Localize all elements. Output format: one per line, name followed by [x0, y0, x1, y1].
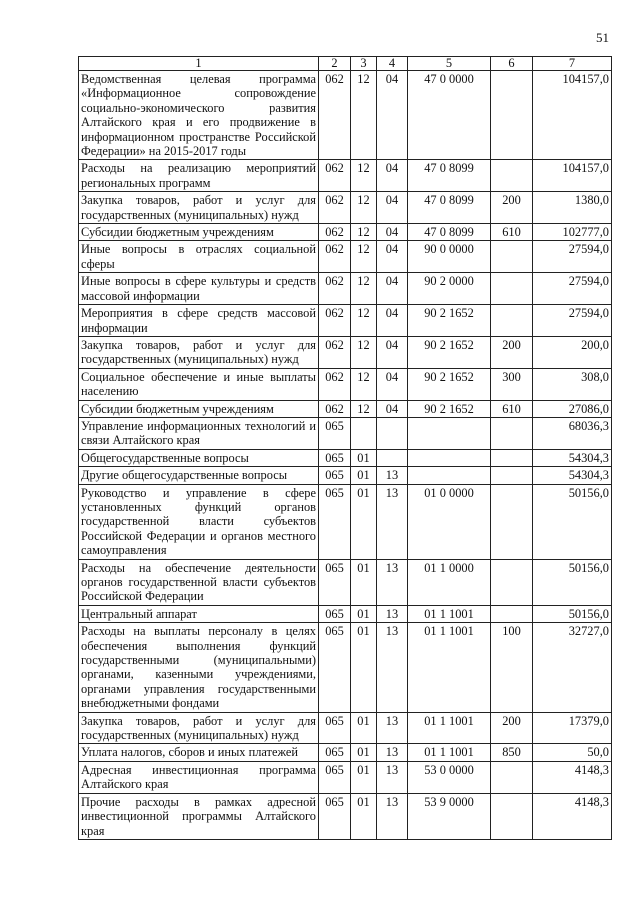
expense-name: Руководство и управление в сфере установленных функций органов государственной власти субъектов Российской Федерации и органов местного самоуправления [79, 484, 319, 559]
amount: 308,0 [533, 368, 612, 400]
expense-type-code: 610 [491, 400, 533, 417]
amount: 54304,3 [533, 449, 612, 466]
expense-type-code: 300 [491, 368, 533, 400]
column-header: 5 [408, 57, 491, 71]
table-row [79, 484, 612, 559]
table-row [79, 400, 612, 417]
column-header: 7 [533, 57, 612, 71]
target-article-code [408, 467, 491, 484]
expense-name: Другие общегосударственные вопросы [79, 467, 319, 484]
amount: 68036,3 [533, 417, 612, 449]
table-row [79, 761, 612, 793]
expense-name: Закупка товаров, работ и услуг для государственных (муниципальных) нужд [79, 192, 319, 224]
target-article-code: 90 2 1652 [408, 305, 491, 337]
expense-name: Субсидии бюджетным учреждениям [79, 224, 319, 241]
expense-name: Иные вопросы в отраслях социальной сферы [79, 241, 319, 273]
expense-type-code: 200 [491, 192, 533, 224]
section-code: 01 [351, 744, 377, 761]
department-code: 065 [319, 559, 351, 605]
section-code: 12 [351, 400, 377, 417]
department-code: 062 [319, 336, 351, 368]
subsection-code: 13 [377, 793, 408, 839]
target-article-code: 01 1 1001 [408, 605, 491, 622]
table-row [79, 744, 612, 761]
table-row [79, 559, 612, 605]
target-article-code [408, 449, 491, 466]
department-code: 065 [319, 484, 351, 559]
expense-name: Расходы на выплаты персоналу в целях обеспечения выполнения функций государственными (муниципальными) органами, казенными учреждениями, органами управления государственными внебюджетными фондами [79, 623, 319, 712]
subsection-code: 13 [377, 605, 408, 622]
table-row [79, 417, 612, 449]
amount: 104157,0 [533, 71, 612, 160]
table-row [79, 305, 612, 337]
section-code: 01 [351, 623, 377, 712]
amount: 50,0 [533, 744, 612, 761]
section-code: 12 [351, 368, 377, 400]
section-code: 01 [351, 467, 377, 484]
department-code: 065 [319, 449, 351, 466]
amount: 50156,0 [533, 605, 612, 622]
expense-name: Уплата налогов, сборов и иных платежей [79, 744, 319, 761]
target-article-code [408, 417, 491, 449]
budget-table [78, 56, 612, 840]
amount: 27594,0 [533, 273, 612, 305]
subsection-code: 04 [377, 400, 408, 417]
section-code: 01 [351, 761, 377, 793]
table-row [79, 793, 612, 839]
expense-name: Ведомственная целевая программа «Информационное сопровождение социально-экономического развития Алтайского края и его продвижение в информационном пространстве Российской Федерации» на 2015-2017 годы [79, 71, 319, 160]
expense-type-code [491, 793, 533, 839]
expense-name: Общегосударственные вопросы [79, 449, 319, 466]
department-code: 062 [319, 273, 351, 305]
target-article-code: 47 0 8099 [408, 160, 491, 192]
expense-name: Центральный аппарат [79, 605, 319, 622]
target-article-code: 47 0 8099 [408, 192, 491, 224]
expense-type-code [491, 71, 533, 160]
column-header: 1 [79, 57, 319, 71]
target-article-code: 53 9 0000 [408, 793, 491, 839]
target-article-code: 90 2 1652 [408, 400, 491, 417]
section-code: 01 [351, 793, 377, 839]
subsection-code: 13 [377, 484, 408, 559]
section-code: 01 [351, 449, 377, 466]
target-article-code: 90 2 1652 [408, 368, 491, 400]
expense-name: Закупка товаров, работ и услуг для государственных (муниципальных) нужд [79, 336, 319, 368]
subsection-code: 04 [377, 241, 408, 273]
table-row [79, 605, 612, 622]
subsection-code: 13 [377, 744, 408, 761]
expense-type-code: 200 [491, 336, 533, 368]
subsection-code: 04 [377, 273, 408, 305]
department-code: 065 [319, 744, 351, 761]
table-row [79, 160, 612, 192]
amount: 102777,0 [533, 224, 612, 241]
expense-type-code [491, 160, 533, 192]
table-row [79, 368, 612, 400]
department-code: 062 [319, 71, 351, 160]
amount: 50156,0 [533, 484, 612, 559]
target-article-code: 01 1 0000 [408, 559, 491, 605]
expense-name: Социальное обеспечение и иные выплаты населению [79, 368, 319, 400]
table-row [79, 224, 612, 241]
expense-type-code [491, 605, 533, 622]
section-code: 01 [351, 605, 377, 622]
expense-type-code [491, 305, 533, 337]
expense-name: Мероприятия в сфере средств массовой информации [79, 305, 319, 337]
amount: 1380,0 [533, 192, 612, 224]
department-code: 065 [319, 712, 351, 744]
expense-name: Расходы на обеспечение деятельности органов государственной власти субъектов Российской Федерации [79, 559, 319, 605]
target-article-code: 01 1 1001 [408, 712, 491, 744]
section-code: 12 [351, 241, 377, 273]
department-code: 062 [319, 400, 351, 417]
amount: 27594,0 [533, 241, 612, 273]
subsection-code: 04 [377, 224, 408, 241]
amount: 50156,0 [533, 559, 612, 605]
section-code: 12 [351, 71, 377, 160]
section-code: 12 [351, 160, 377, 192]
expense-type-code [491, 484, 533, 559]
amount: 27086,0 [533, 400, 612, 417]
subsection-code: 04 [377, 160, 408, 192]
subsection-code: 13 [377, 467, 408, 484]
subsection-code: 04 [377, 71, 408, 160]
subsection-code: 13 [377, 761, 408, 793]
department-code: 062 [319, 160, 351, 192]
section-code: 12 [351, 305, 377, 337]
table-row [79, 241, 612, 273]
amount: 54304,3 [533, 467, 612, 484]
target-article-code: 01 1 1001 [408, 744, 491, 761]
section-code: 12 [351, 336, 377, 368]
department-code: 065 [319, 761, 351, 793]
table-row [79, 449, 612, 466]
section-code [351, 417, 377, 449]
target-article-code: 90 0 0000 [408, 241, 491, 273]
table-row [79, 623, 612, 712]
expense-type-code [491, 241, 533, 273]
subsection-code [377, 417, 408, 449]
expense-type-code [491, 273, 533, 305]
expense-type-code [491, 467, 533, 484]
amount: 32727,0 [533, 623, 612, 712]
expense-name: Расходы на реализацию мероприятий региональных программ [79, 160, 319, 192]
target-article-code: 53 0 0000 [408, 761, 491, 793]
expense-type-code [491, 417, 533, 449]
table-row [79, 712, 612, 744]
table-row [79, 71, 612, 160]
subsection-code: 13 [377, 712, 408, 744]
amount: 27594,0 [533, 305, 612, 337]
subsection-code: 04 [377, 336, 408, 368]
department-code: 065 [319, 623, 351, 712]
amount: 4148,3 [533, 793, 612, 839]
page-number: 51 [596, 30, 609, 45]
target-article-code: 47 0 0000 [408, 71, 491, 160]
expense-name: Прочие расходы в рамках адресной инвестиционной программы Алтайского края [79, 793, 319, 839]
amount: 4148,3 [533, 761, 612, 793]
subsection-code: 13 [377, 623, 408, 712]
department-code: 065 [319, 793, 351, 839]
expense-type-code: 100 [491, 623, 533, 712]
section-code: 01 [351, 484, 377, 559]
table-body [79, 71, 612, 840]
subsection-code: 04 [377, 305, 408, 337]
target-article-code: 01 0 0000 [408, 484, 491, 559]
expense-type-code: 610 [491, 224, 533, 241]
target-article-code: 90 2 0000 [408, 273, 491, 305]
table-row [79, 273, 612, 305]
department-code: 062 [319, 224, 351, 241]
expense-type-code [491, 449, 533, 466]
department-code: 062 [319, 241, 351, 273]
amount: 104157,0 [533, 160, 612, 192]
target-article-code: 47 0 8099 [408, 224, 491, 241]
expense-type-code [491, 761, 533, 793]
amount: 17379,0 [533, 712, 612, 744]
expense-name: Адресная инвестиционная программа Алтайского края [79, 761, 319, 793]
header-row [79, 57, 612, 71]
department-code: 065 [319, 417, 351, 449]
section-code: 01 [351, 559, 377, 605]
expense-type-code: 200 [491, 712, 533, 744]
section-code: 12 [351, 224, 377, 241]
column-header: 6 [491, 57, 533, 71]
expense-type-code [491, 559, 533, 605]
target-article-code: 90 2 1652 [408, 336, 491, 368]
subsection-code [377, 449, 408, 466]
department-code: 062 [319, 368, 351, 400]
column-header: 3 [351, 57, 377, 71]
expense-name: Иные вопросы в сфере культуры и средств массовой информации [79, 273, 319, 305]
department-code: 062 [319, 305, 351, 337]
department-code: 062 [319, 192, 351, 224]
section-code: 12 [351, 192, 377, 224]
expense-name: Управление информационных технологий и связи Алтайского края [79, 417, 319, 449]
section-code: 12 [351, 273, 377, 305]
target-article-code: 01 1 1001 [408, 623, 491, 712]
table-row [79, 192, 612, 224]
table-row [79, 467, 612, 484]
subsection-code: 04 [377, 368, 408, 400]
expense-name: Закупка товаров, работ и услуг для государственных (муниципальных) нужд [79, 712, 319, 744]
column-header: 2 [319, 57, 351, 71]
subsection-code: 13 [377, 559, 408, 605]
department-code: 065 [319, 605, 351, 622]
column-header: 4 [377, 57, 408, 71]
subsection-code: 04 [377, 192, 408, 224]
table-row [79, 336, 612, 368]
expense-type-code: 850 [491, 744, 533, 761]
section-code: 01 [351, 712, 377, 744]
amount: 200,0 [533, 336, 612, 368]
expense-name: Субсидии бюджетным учреждениям [79, 400, 319, 417]
department-code: 065 [319, 467, 351, 484]
